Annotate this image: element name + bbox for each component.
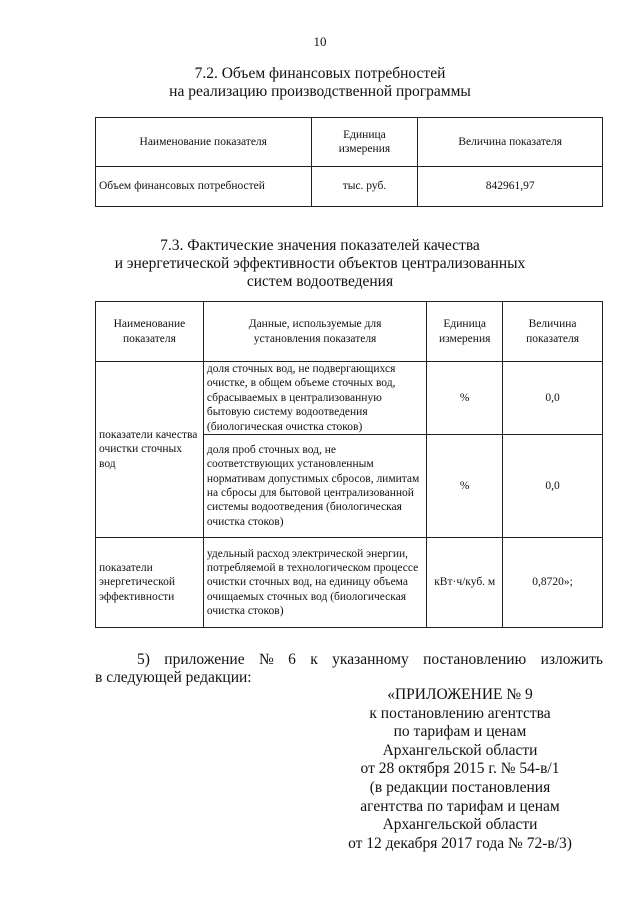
- section-7-2-title-line: на реализацию производственной программы: [169, 83, 471, 100]
- section-7-3-title: [0, 237, 640, 291]
- paragraph-word: 6: [288, 651, 296, 668]
- paragraph-first-line: [95, 651, 603, 669]
- paragraph-word: к: [310, 651, 318, 668]
- page-number: 10: [313, 34, 327, 49]
- appendix-line: Архангельской области: [382, 741, 538, 759]
- value-cell: 842961,97: [418, 167, 603, 207]
- header-cell: Величина показателя: [418, 118, 603, 167]
- appendix-line: Архангельской области: [382, 816, 538, 834]
- paragraph-word: 5): [137, 651, 150, 668]
- section-7-3-title-line: и энергетической эффективности объектов централизованных: [114, 255, 526, 272]
- table-row: [96, 362, 603, 435]
- paragraph-word: изложить: [540, 651, 603, 668]
- paragraph-word: постановлению: [423, 651, 527, 668]
- section-7-2-title: [0, 65, 640, 101]
- section-7-3-title-line: 7.3. Фактические значения показателей качества: [160, 237, 480, 254]
- unit-cell: %: [427, 435, 503, 538]
- data-cell: доля сточных вод, не подвергающихся очистке, в общем объеме сточных вод, сбрасываемых в централизованную бытовую систему водоотведения (биологическая очистка стоков): [203, 362, 426, 435]
- paragraph-word: указанному: [332, 651, 409, 668]
- header-cell: Единица измерения: [427, 302, 503, 362]
- unit-cell: %: [427, 362, 503, 435]
- value-cell: 0,0: [503, 362, 603, 435]
- header-cell: Единица измерения: [311, 118, 418, 167]
- header-cell: Наименование показателя: [96, 118, 312, 167]
- value-cell: 0,0: [503, 435, 603, 538]
- appendix-line: агентства по тарифам и ценам: [360, 797, 560, 815]
- header-cell: Данные, используемые для установления показателя: [203, 302, 426, 362]
- unit-cell: кВт·ч/куб. м: [427, 538, 503, 628]
- financial-needs-table: [95, 117, 603, 207]
- appendix-header: [340, 686, 580, 853]
- indicator-group-name: показатели качества очистки сточных вод: [96, 362, 204, 538]
- value-cell: 0,8720»;: [503, 538, 603, 628]
- paragraph-word: №: [258, 651, 274, 668]
- data-cell: доля проб сточных вод, не соответствующих установленным нормативам допустимых сбросов, лимитам на сбросы для бытовой централизованной системы водоотведения (биологическая очистка стоков): [203, 435, 426, 538]
- appendix-line: «ПРИЛОЖЕНИЕ № 9: [387, 686, 533, 703]
- appendix-line: по тарифам и ценам: [393, 723, 527, 741]
- quality-indicators-table: [95, 301, 603, 628]
- paragraph-word: приложение: [164, 651, 245, 668]
- header-cell: Величина показателя: [503, 302, 603, 362]
- indicator-name: Объем финансовых потребностей: [96, 167, 312, 207]
- table-header-row: [96, 302, 603, 362]
- data-cell: удельный расход электрической энергии, потребляемой в технологическом процессе очистки сточных вод, на единицу объема очищаемых сточных вод (биологическая очистка стоков): [203, 538, 426, 628]
- section-7-3-title-line: систем водоотведения: [246, 273, 394, 290]
- header-cell: Наименование показателя: [96, 302, 204, 362]
- appendix-line: от 12 декабря 2017 года № 72-в/3): [348, 834, 572, 852]
- table-header-row: [96, 118, 603, 167]
- table-row: [96, 167, 603, 207]
- appendix-line: (в редакции постановления: [369, 778, 551, 796]
- indicator-group-name: показатели энергетической эффективности: [96, 538, 204, 628]
- unit-cell: тыс. руб.: [311, 167, 418, 207]
- table-row: [96, 538, 603, 628]
- appendix-line: к постановлению агентства: [369, 704, 551, 722]
- paragraph-second-line: в следующей редакции:: [95, 669, 252, 686]
- appendix-line: от 28 октября 2015 г. № 54-в/1: [360, 760, 560, 778]
- section-7-2-title-line: 7.2. Объем финансовых потребностей: [194, 65, 446, 82]
